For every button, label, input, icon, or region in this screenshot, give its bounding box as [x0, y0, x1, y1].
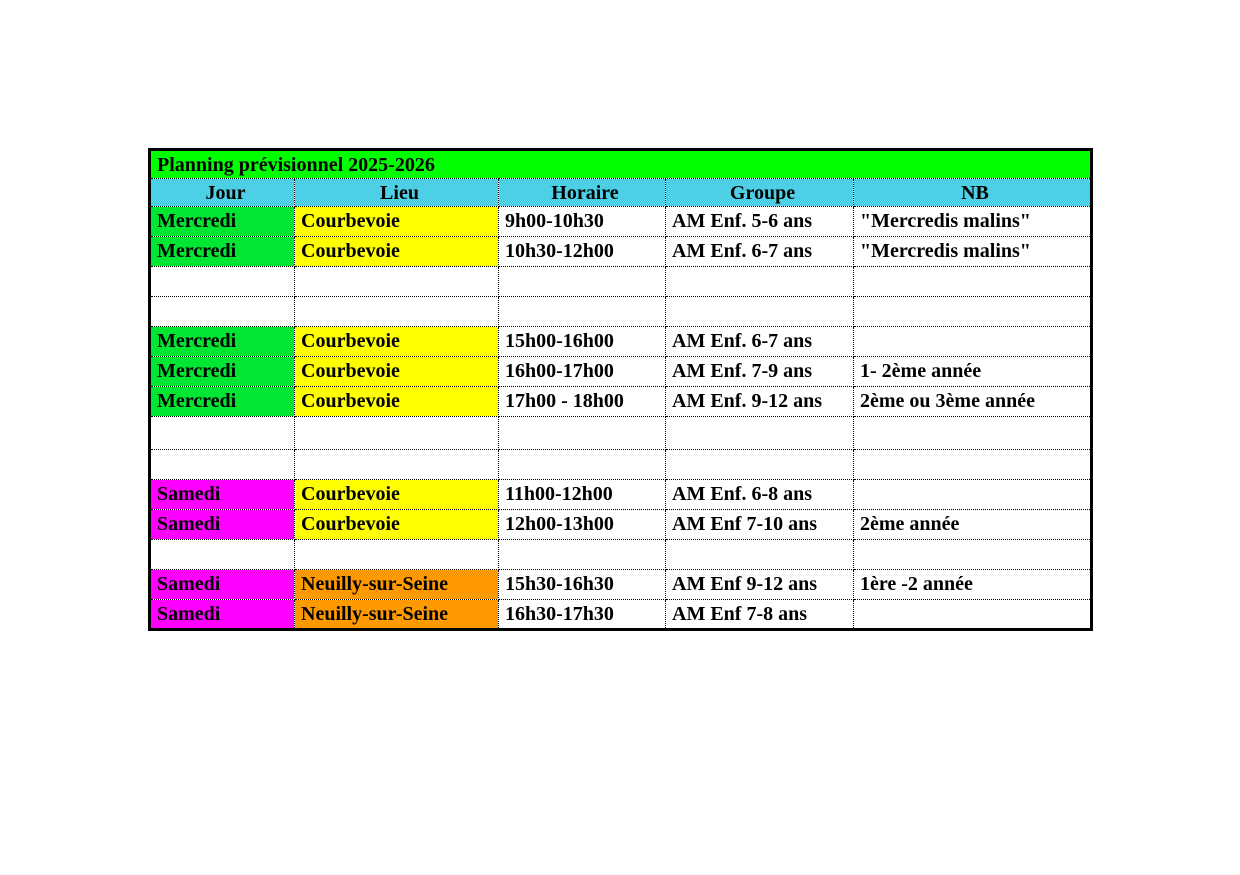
- cell-horaire: 16h30-17h30: [499, 600, 666, 630]
- cell-groupe: AM Enf. 6-7 ans: [666, 237, 854, 267]
- cell-lieu: [295, 417, 499, 450]
- cell-horaire: 10h30-12h00: [499, 237, 666, 267]
- header-groupe: Groupe: [666, 179, 854, 207]
- cell-horaire: [499, 450, 666, 480]
- cell-jour: [150, 417, 295, 450]
- cell-groupe: AM Enf 9-12 ans: [666, 570, 854, 600]
- cell-horaire: [499, 417, 666, 450]
- header-lieu: Lieu: [295, 179, 499, 207]
- cell-lieu: Courbevoie: [295, 480, 499, 510]
- table-row: [150, 600, 1092, 630]
- planning-table: [148, 148, 1093, 631]
- cell-lieu: Neuilly-sur-Seine: [295, 570, 499, 600]
- table-row: [150, 387, 1092, 417]
- cell-nb: 1ère -2 année: [854, 570, 1092, 600]
- table-row: [150, 327, 1092, 357]
- header-jour: Jour: [150, 179, 295, 207]
- table-row: [150, 267, 1092, 297]
- cell-jour: Mercredi: [150, 357, 295, 387]
- cell-horaire: 15h00-16h00: [499, 327, 666, 357]
- cell-groupe: AM Enf. 6-7 ans: [666, 327, 854, 357]
- cell-nb: [854, 417, 1092, 450]
- table-row: [150, 207, 1092, 237]
- cell-horaire: [499, 297, 666, 327]
- cell-nb: [854, 297, 1092, 327]
- cell-horaire: 15h30-16h30: [499, 570, 666, 600]
- cell-groupe: AM Enf. 6-8 ans: [666, 480, 854, 510]
- cell-nb: [854, 327, 1092, 357]
- cell-groupe: AM Enf 7-10 ans: [666, 510, 854, 540]
- cell-nb: [854, 540, 1092, 570]
- header-horaire: Horaire: [499, 179, 666, 207]
- cell-jour: Samedi: [150, 600, 295, 630]
- cell-jour: [150, 450, 295, 480]
- cell-jour: [150, 297, 295, 327]
- cell-nb: 1- 2ème année: [854, 357, 1092, 387]
- cell-lieu: [295, 267, 499, 297]
- cell-nb: [854, 480, 1092, 510]
- cell-lieu: Courbevoie: [295, 387, 499, 417]
- cell-jour: [150, 540, 295, 570]
- cell-groupe: AM Enf. 5-6 ans: [666, 207, 854, 237]
- cell-lieu: Courbevoie: [295, 327, 499, 357]
- cell-lieu: [295, 297, 499, 327]
- cell-groupe: AM Enf. 7-9 ans: [666, 357, 854, 387]
- cell-jour: Mercredi: [150, 237, 295, 267]
- table-row: [150, 297, 1092, 327]
- header-nb: NB: [854, 179, 1092, 207]
- cell-jour: Samedi: [150, 570, 295, 600]
- cell-nb: 2ème année: [854, 510, 1092, 540]
- header-row: [150, 179, 1092, 207]
- cell-jour: Mercredi: [150, 387, 295, 417]
- cell-horaire: 16h00-17h00: [499, 357, 666, 387]
- cell-horaire: 9h00-10h30: [499, 207, 666, 237]
- table-row: [150, 450, 1092, 480]
- table-row: [150, 357, 1092, 387]
- cell-lieu: [295, 540, 499, 570]
- table-row: [150, 237, 1092, 267]
- cell-horaire: 17h00 - 18h00: [499, 387, 666, 417]
- table-row: [150, 540, 1092, 570]
- cell-jour: Mercredi: [150, 327, 295, 357]
- title-row: [150, 150, 1092, 179]
- cell-groupe: AM Enf 7-8 ans: [666, 600, 854, 630]
- cell-nb: [854, 600, 1092, 630]
- table-row: [150, 480, 1092, 510]
- cell-nb: "Mercredis malins": [854, 237, 1092, 267]
- table-row: [150, 510, 1092, 540]
- cell-lieu: Courbevoie: [295, 207, 499, 237]
- cell-groupe: [666, 417, 854, 450]
- cell-nb: "Mercredis malins": [854, 207, 1092, 237]
- cell-groupe: [666, 267, 854, 297]
- cell-jour: Mercredi: [150, 207, 295, 237]
- cell-jour: [150, 267, 295, 297]
- cell-lieu: Courbevoie: [295, 357, 499, 387]
- cell-nb: [854, 450, 1092, 480]
- cell-horaire: 12h00-13h00: [499, 510, 666, 540]
- cell-horaire: 11h00-12h00: [499, 480, 666, 510]
- cell-lieu: [295, 450, 499, 480]
- cell-lieu: Courbevoie: [295, 237, 499, 267]
- cell-groupe: AM Enf. 9-12 ans: [666, 387, 854, 417]
- table-row: [150, 417, 1092, 450]
- table-row: [150, 570, 1092, 600]
- cell-jour: Samedi: [150, 480, 295, 510]
- cell-groupe: [666, 297, 854, 327]
- cell-horaire: [499, 267, 666, 297]
- cell-nb: [854, 267, 1092, 297]
- cell-nb: 2ème ou 3ème année: [854, 387, 1092, 417]
- table-title: Planning prévisionnel 2025-2026: [150, 150, 1092, 179]
- cell-horaire: [499, 540, 666, 570]
- cell-groupe: [666, 540, 854, 570]
- cell-lieu: Neuilly-sur-Seine: [295, 600, 499, 630]
- cell-lieu: Courbevoie: [295, 510, 499, 540]
- cell-groupe: [666, 450, 854, 480]
- cell-jour: Samedi: [150, 510, 295, 540]
